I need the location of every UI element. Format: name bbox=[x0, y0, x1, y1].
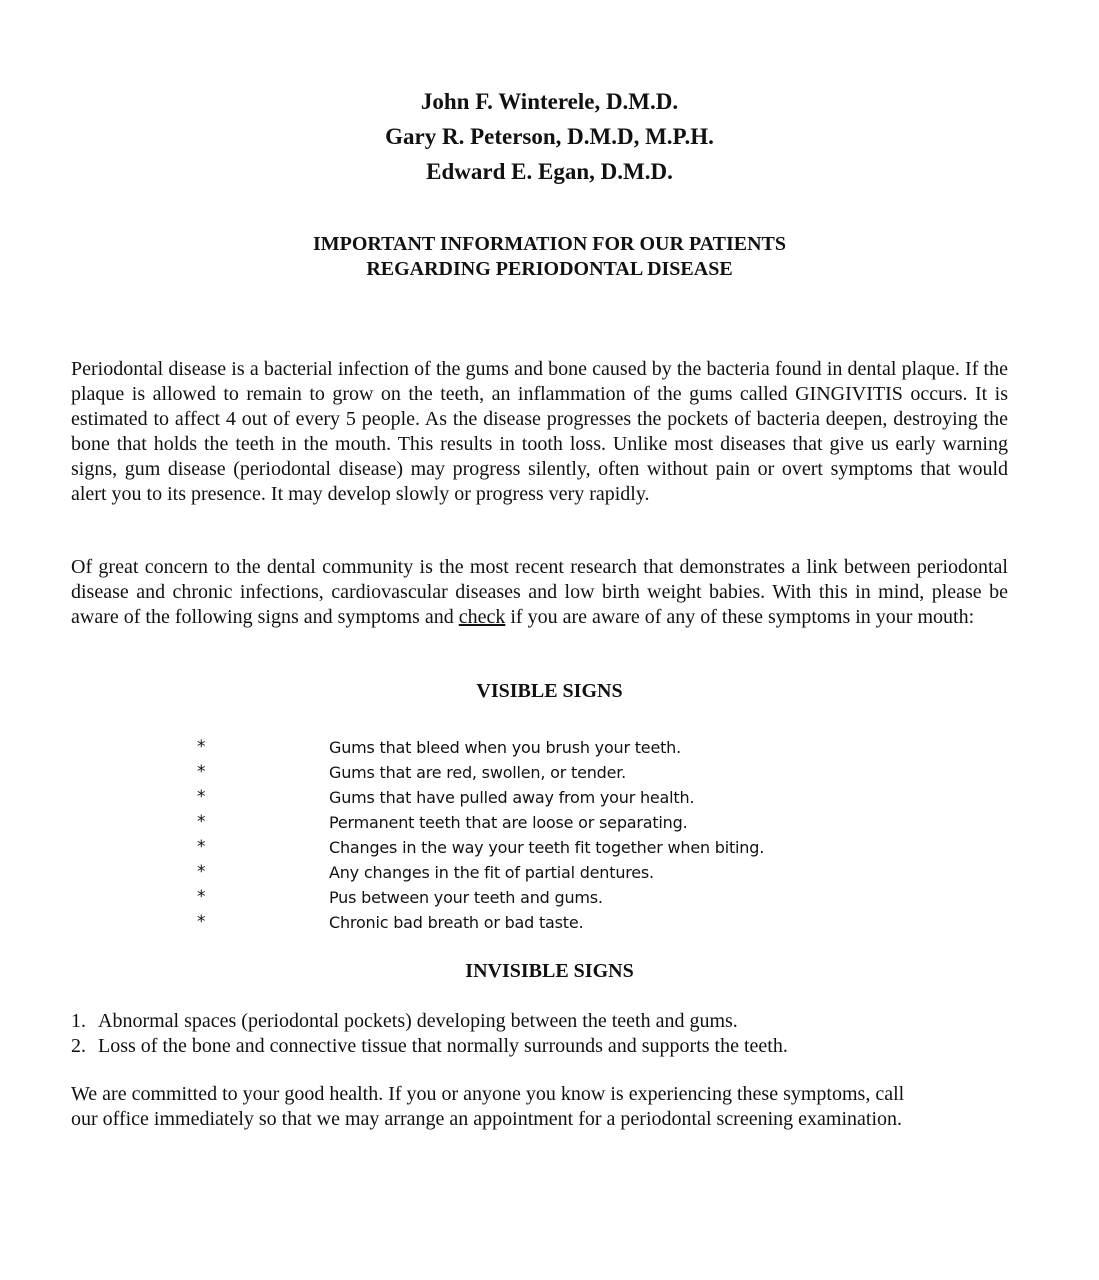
visible-signs-title: VISIBLE SIGNS bbox=[476, 680, 623, 702]
doctor-name: John F. Winterele, D.M.D. bbox=[420, 89, 679, 114]
asterisk-bullet: * bbox=[197, 787, 206, 807]
list-item bbox=[197, 810, 897, 835]
sign-text: Gums that are red, swollen, or tender. bbox=[329, 763, 627, 782]
doctor-name: Edward E. Egan, D.M.D. bbox=[426, 159, 673, 184]
list-item bbox=[197, 860, 897, 885]
doctor-name: Gary R. Peterson, D.M.D, M.P.H. bbox=[385, 124, 714, 149]
asterisk-bullet: * bbox=[197, 862, 206, 882]
asterisk-bullet: * bbox=[197, 837, 206, 857]
list-item bbox=[197, 785, 897, 810]
item-number: 1. bbox=[71, 1010, 86, 1032]
research-text: Of great concern to the dental community is the most recent research that demonstrates a link between periodontal disease and chronic infections, cardiovascular diseases and low birth weight babies. With this in mind, please be aware of the following signs and symptoms and bbox=[71, 556, 1008, 628]
invisible-signs-list bbox=[71, 1009, 788, 1059]
check-emphasis: check bbox=[458, 606, 506, 628]
sign-text: Gums that have pulled away from your health. bbox=[329, 788, 695, 807]
asterisk-bullet: * bbox=[197, 887, 206, 907]
asterisk-bullet: * bbox=[197, 912, 206, 932]
list-item bbox=[71, 1034, 788, 1059]
closing-line: We are committed to your good health. If you or anyone you know is experiencing these symptoms, call bbox=[71, 1083, 905, 1105]
sign-text: Gums that bleed when you brush your teeth. bbox=[329, 738, 681, 757]
item-text: Abnormal spaces (periodontal pockets) developing between the teeth and gums. bbox=[98, 1010, 738, 1032]
closing-line: our office immediately so that we may arrange an appointment for a periodontal screening examination. bbox=[71, 1108, 903, 1130]
closing-paragraph bbox=[71, 1082, 1008, 1132]
list-item bbox=[197, 735, 897, 760]
doctor-names bbox=[0, 84, 1099, 189]
list-item bbox=[197, 760, 897, 785]
item-number: 2. bbox=[71, 1035, 86, 1057]
list-item bbox=[197, 885, 897, 910]
headline-line: IMPORTANT INFORMATION FOR OUR PATIENTS bbox=[312, 233, 787, 255]
headline-line: REGARDING PERIODONTAL DISEASE bbox=[366, 258, 733, 280]
invisible-signs-title: INVISIBLE SIGNS bbox=[465, 960, 634, 982]
sign-text: Changes in the way your teeth fit together when biting. bbox=[329, 838, 765, 857]
research-text-end: if you are aware of any of these symptoms in your mouth: bbox=[505, 606, 975, 628]
asterisk-bullet: * bbox=[197, 812, 206, 832]
sign-text: Pus between your teeth and gums. bbox=[329, 888, 603, 907]
asterisk-bullet: * bbox=[197, 762, 206, 782]
sign-text: Chronic bad breath or bad taste. bbox=[329, 913, 584, 932]
visible-signs-list bbox=[197, 735, 897, 935]
sign-text: Any changes in the fit of partial dentures. bbox=[329, 863, 654, 882]
list-item bbox=[197, 835, 897, 860]
document-headline bbox=[0, 232, 1099, 282]
sign-text: Permanent teeth that are loose or separating. bbox=[329, 813, 688, 832]
list-item bbox=[71, 1009, 788, 1034]
list-item bbox=[197, 910, 897, 935]
item-text: Loss of the bone and connective tissue that normally surrounds and supports the teeth. bbox=[98, 1035, 788, 1057]
intro-paragraph: Periodontal disease is a bacterial infection of the gums and bone caused by the bacteria found in dental plaque. If the plaque is allowed to remain to grow on the teeth, an inflammation of the gums called GINGIVITIS occurs. It is estimated to affect 4 out of every 5 people. As the disease progresses the pockets of bacteria deepen, destroying the bone that holds the teeth in the mouth. This results in tooth loss. Unlike most diseases that give us early warning signs, gum disease (periodontal disease) may progress silently, often without pain or overt symptoms that would alert you to its presence. It may develop slowly or progress very rapidly. bbox=[71, 358, 1008, 505]
research-paragraph bbox=[71, 555, 1008, 630]
asterisk-bullet: * bbox=[197, 737, 206, 757]
